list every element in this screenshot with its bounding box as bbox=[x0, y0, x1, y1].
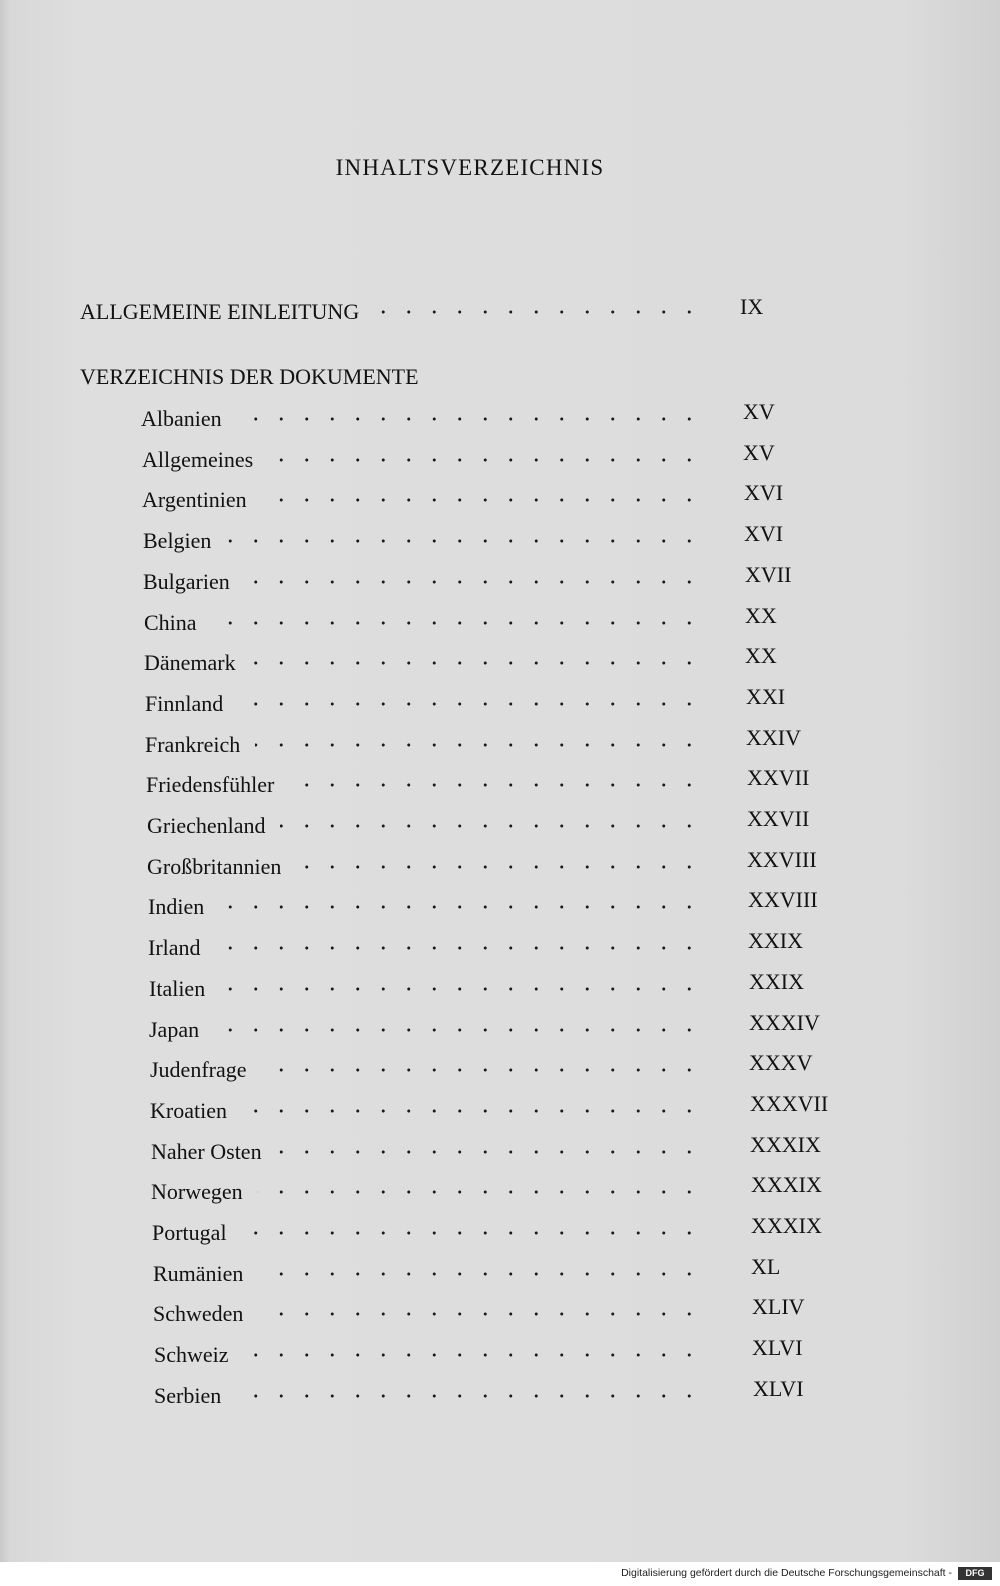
dot-leader bbox=[236, 1389, 702, 1403]
toc-entry bbox=[153, 1254, 860, 1289]
toc-entry bbox=[148, 887, 860, 922]
dot-leader bbox=[214, 1023, 702, 1037]
toc-entry-label: Großbritannien bbox=[147, 854, 282, 879]
toc-entry bbox=[154, 1335, 860, 1370]
toc-entry-page: XXIX bbox=[748, 928, 803, 953]
toc-entry-page: XXIV bbox=[746, 725, 801, 750]
dot-leader bbox=[219, 900, 702, 914]
toc-entry-page: XXXIV bbox=[749, 1010, 820, 1035]
toc-entry bbox=[150, 1091, 860, 1126]
toc-entry-page: XV bbox=[743, 399, 775, 424]
toc-entry-page: XV bbox=[743, 440, 775, 465]
toc-entry-label: Italien bbox=[149, 976, 206, 1001]
dot-leader bbox=[268, 453, 702, 467]
toc-entry-page: XXVIII bbox=[747, 847, 817, 872]
dot-leader bbox=[215, 941, 702, 955]
toc-entry-label: Japan bbox=[149, 1017, 200, 1042]
toc-entry-label: Rumänien bbox=[153, 1261, 244, 1286]
toc-entry-label: Kroatien bbox=[150, 1098, 227, 1123]
toc-entry-page: XXXV bbox=[749, 1050, 813, 1075]
toc-entry-label: Schweiz bbox=[154, 1342, 229, 1367]
toc-entry bbox=[143, 562, 860, 597]
dot-leader bbox=[296, 860, 702, 874]
toc-entry-label: Frankreich bbox=[145, 732, 241, 757]
toc-entry-page: XXVII bbox=[747, 765, 810, 790]
dot-leader bbox=[243, 1348, 702, 1362]
toc-entry-page: XXVIII bbox=[748, 887, 818, 912]
dot-leader bbox=[211, 616, 702, 630]
toc-entry-page: XVII bbox=[745, 562, 792, 587]
toc-entry bbox=[141, 399, 860, 434]
toc-entry-label: Naher Osten bbox=[151, 1139, 262, 1164]
toc-entry bbox=[142, 480, 860, 515]
toc-entry-page: IX bbox=[740, 294, 764, 319]
toc-entry-label: Friedensfühler bbox=[146, 772, 275, 797]
toc-entry bbox=[145, 725, 860, 760]
toc-entry-page: XXVII bbox=[747, 806, 810, 831]
dot-leader bbox=[258, 1307, 702, 1321]
toc-entry-label: Schweden bbox=[153, 1301, 244, 1326]
toc-entry-label: Portugal bbox=[152, 1220, 227, 1245]
dot-leader bbox=[261, 1063, 702, 1077]
toc-entry bbox=[153, 1294, 860, 1329]
toc-entry bbox=[148, 928, 860, 963]
dot-leader bbox=[226, 534, 702, 548]
toc-entry-page: XVI bbox=[744, 521, 784, 546]
dot-leader bbox=[250, 656, 702, 670]
dot-leader bbox=[255, 738, 702, 752]
section-heading: VERZEICHNIS DER DOKUMENTE bbox=[80, 364, 419, 389]
dot-leader bbox=[236, 412, 702, 426]
toc-entry-label: China bbox=[144, 610, 197, 635]
toc-entry-page: XVI bbox=[744, 480, 784, 505]
dot-leader bbox=[280, 819, 702, 833]
dot-leader bbox=[258, 1267, 702, 1281]
toc-entry-page: XLIV bbox=[752, 1294, 805, 1319]
toc-entry bbox=[147, 806, 860, 841]
dot-leader bbox=[374, 305, 702, 319]
toc-entry-page: XXIX bbox=[749, 969, 804, 994]
dot-leader bbox=[276, 1145, 702, 1159]
page-title: INHALTSVERZEICHNIS bbox=[335, 155, 605, 180]
toc-entry-label: Allgemeines bbox=[142, 447, 254, 472]
toc-entry bbox=[144, 643, 860, 678]
toc-entry-page: XXXIX bbox=[751, 1172, 822, 1197]
dfg-logo: DFG bbox=[958, 1567, 992, 1580]
toc-entry bbox=[149, 1010, 860, 1045]
dot-leader bbox=[257, 1185, 702, 1199]
toc-entry bbox=[143, 521, 860, 556]
toc-entry bbox=[151, 1132, 860, 1167]
toc-entry bbox=[149, 969, 860, 1004]
toc-entry-page: XXXIX bbox=[751, 1213, 822, 1238]
toc-entry bbox=[144, 603, 860, 638]
toc-entry-label: Finnland bbox=[145, 691, 224, 716]
toc-entry-label: Albanien bbox=[141, 406, 222, 431]
dot-leader bbox=[261, 493, 702, 507]
toc-entry-label: Griechenland bbox=[147, 813, 266, 838]
footer-text: Digitalisierung gefördert durch die Deutsche Forschungsgemeinschaft - bbox=[621, 1567, 952, 1579]
toc-entry-page: XXI bbox=[746, 684, 786, 709]
toc-entry-page: XX bbox=[745, 643, 777, 668]
dot-leader bbox=[244, 575, 702, 589]
toc-entry bbox=[150, 1050, 860, 1085]
dot-leader bbox=[289, 778, 702, 792]
toc-entry bbox=[152, 1213, 860, 1248]
toc-entry-page: XLVI bbox=[752, 1335, 803, 1360]
toc-entry-label: Irland bbox=[148, 935, 201, 960]
toc-entry bbox=[146, 765, 860, 800]
toc-entry-label: Indien bbox=[148, 894, 205, 919]
toc-entry-page: XXXIX bbox=[750, 1132, 821, 1157]
toc-entry-label: Dänemark bbox=[144, 650, 236, 675]
toc-entry bbox=[145, 684, 860, 719]
toc-entry bbox=[142, 440, 860, 475]
toc-entry bbox=[154, 1376, 860, 1411]
dot-leader bbox=[220, 982, 702, 996]
toc-entry bbox=[151, 1172, 860, 1207]
dot-leader bbox=[241, 1104, 702, 1118]
dot-leader bbox=[238, 697, 702, 711]
toc-entry-page: XLVI bbox=[753, 1376, 804, 1401]
toc-entry-label: Judenfrage bbox=[150, 1057, 247, 1082]
toc-entry-page: XXXVII bbox=[750, 1091, 829, 1116]
toc-entry-label: Bulgarien bbox=[143, 569, 230, 594]
toc-entry-label: ALLGEMEINE EINLEITUNG bbox=[80, 299, 360, 324]
toc-entry-page: XX bbox=[745, 603, 777, 628]
toc-entry-label: Belgien bbox=[143, 528, 212, 553]
toc-entry-intro bbox=[80, 294, 800, 327]
toc-entry bbox=[147, 847, 860, 882]
toc-entry-label: Norwegen bbox=[151, 1179, 243, 1204]
footer-bar bbox=[0, 1562, 1000, 1586]
toc-entry-page: XL bbox=[751, 1254, 781, 1279]
dot-leader bbox=[241, 1226, 702, 1240]
toc-entry-label: Serbien bbox=[154, 1383, 222, 1408]
toc-entry-label: Argentinien bbox=[142, 487, 247, 512]
